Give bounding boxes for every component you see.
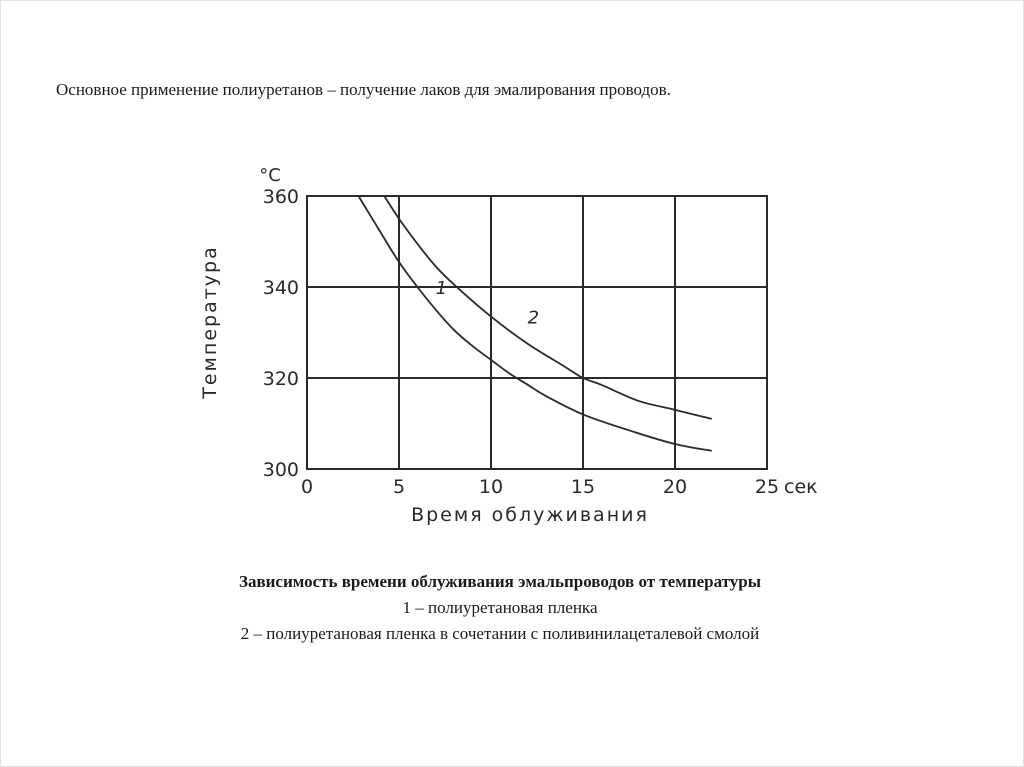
x-tick-label-25: 25 [754, 476, 780, 498]
y-tick-label-360: 360 [262, 186, 299, 208]
x-tick-label-0: 0 [300, 476, 314, 498]
plot-frame [307, 196, 767, 469]
caption-title: Зависимость времени облуживания эмальпроводов от температуры [238, 572, 762, 591]
series-label-2: 2 [527, 307, 540, 329]
chart-grid [307, 196, 767, 469]
caption-legend-2: 2 – полиуретановая пленка в сочетании с поливинилацеталевой смолой [240, 624, 760, 643]
x-axis-unit: сек [784, 476, 818, 498]
x-tick-label-20: 20 [662, 476, 688, 498]
y-axis-label: Температура [199, 245, 221, 399]
chart-series [359, 196, 712, 451]
y-tick-label-300: 300 [262, 459, 299, 481]
x-tick-label-15: 15 [570, 476, 596, 498]
x-tick-label-10: 10 [478, 476, 504, 498]
x-tick-label-5: 5 [392, 476, 406, 498]
y-tick-label-340: 340 [262, 277, 299, 299]
caption-legend-1: 1 – полиуретановая пленка [402, 598, 598, 617]
y-axis-unit: °C [259, 165, 281, 186]
series-label-1: 1 [435, 277, 448, 299]
y-tick-label-320: 320 [262, 368, 299, 390]
intro-text: Основное применение полиуретанов – получение лаков для эмалирования проводов. [56, 80, 671, 99]
chart-labels [199, 165, 818, 526]
x-axis-label: Время облуживания [411, 504, 649, 526]
